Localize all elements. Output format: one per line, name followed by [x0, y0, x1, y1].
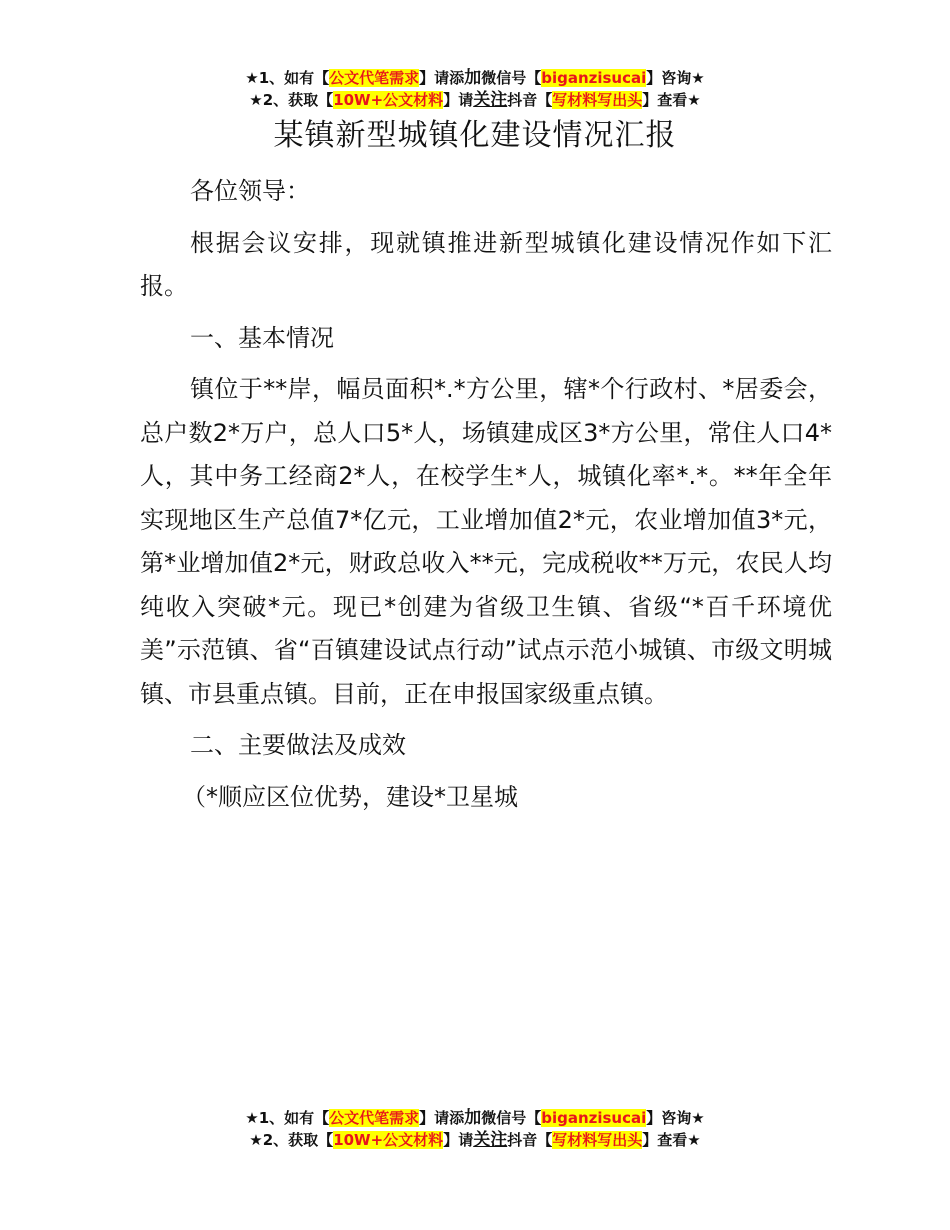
- promo-line-2: ★2、获取【10W+公文材料】请关注抖音【写材料写出头】查看★: [249, 1130, 701, 1150]
- salutation: 各位领导：: [190, 177, 310, 205]
- highlight-materials: 10W+公文材料: [333, 91, 444, 109]
- subsection-heading-1: （*顺应区位优势，建设*卫星城: [182, 782, 518, 811]
- promo-line-1: ★1、如有【公文代笔需求】请添加微信号【biganzisucai】咨询★: [245, 68, 705, 88]
- intro-paragraph: 根据会议安排，现就镇推进新型城镇化建设情况作如下汇报。: [140, 228, 832, 300]
- highlight-service: 公文代笔需求: [329, 69, 420, 87]
- document-body: [140, 170, 832, 819]
- section-heading-2: 二、主要做法及成效: [190, 731, 406, 759]
- highlight-materials: 10W+公文材料: [333, 1131, 444, 1149]
- highlight-service: 公文代笔需求: [329, 1109, 420, 1127]
- section-heading-1: 一、基本情况: [190, 323, 334, 352]
- highlight-douyin-id: 写材料写出头: [552, 1131, 643, 1149]
- section-body-1: 镇位于**岸，幅员面积*.*方公里，辖*个行政村、*居委会，总户数2*万户，总人口5*人，场镇建成区3*方公里，常住人口4*人，其中务工经商2*人，在校学生*人，城镇化率*.*。**年全年实现地区生产总值7*亿元，工业增加值2*元，农业增加值3*元，第*业增加值2*元，财政总收入**元，完成税收**万元，农民人均纯收入突破*元。现已*创建为省级卫生镇、省级“*百千环境优美”示范镇、省“百镇建设试点行动”试点示范小城镇、市级文明城镇、市县重点镇。目前，正在申报国家级重点镇。: [140, 375, 832, 708]
- promo-banner-bottom: [0, 1107, 950, 1151]
- promo-line-2: ★2、获取【10W+公文材料】请关注抖音【写材料写出头】查看★: [249, 90, 701, 110]
- promo-banner-top: [0, 67, 950, 111]
- promo-line-1: ★1、如有【公文代笔需求】请添加微信号【biganzisucai】咨询★: [245, 1108, 705, 1128]
- document-title: 某镇新型城镇化建设情况汇报: [273, 118, 677, 153]
- highlight-douyin-id: 写材料写出头: [552, 91, 643, 109]
- highlight-wechat-id: biganzisucai: [541, 1109, 647, 1127]
- highlight-wechat-id: biganzisucai: [541, 69, 647, 87]
